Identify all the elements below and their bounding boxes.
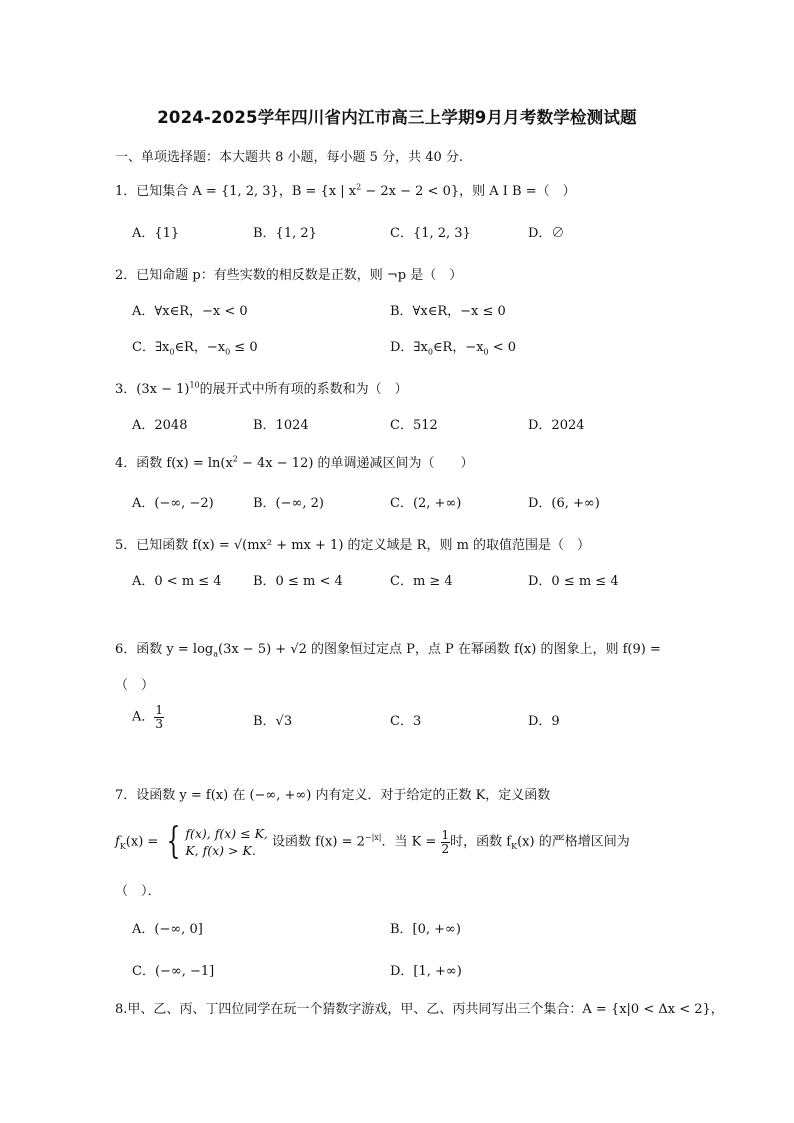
q2-option-b: B．∀x∈R，−x ≤ 0 [390,304,506,319]
q2-d-part: < 0 [488,340,517,355]
q5-option-a: A．0 < m ≤ 4 [132,574,222,589]
q3-stem-part: 3．(3x − 1) [115,382,190,397]
q6-option-b: B．√3 [253,714,293,729]
q7-mid-part: ．当 K = [381,834,437,850]
question-4-stem [115,452,474,471]
q3-option-c: C．512 [390,418,438,433]
q6-answer-blank: （ ） [115,678,155,693]
q6-sub: a [213,649,218,659]
q7-mid-sub: K [511,842,518,852]
question-8-stem: 8.甲、乙、丙、丁四位同学在玩一个猜数字游戏，甲、乙、丙共同写出三个集合：A = {x|0 < Δx < 2}， [115,1002,724,1017]
q7-answer-blank: （ ）． [115,884,161,899]
q4-option-a: A．(−∞, −2) [132,496,214,511]
q6-a-label: A． [132,709,155,725]
q7-mid-part: 设函数 f(x) = 2 [272,834,365,850]
q5-option-c: C．m ≥ 4 [390,574,453,589]
fraction-numerator: 1 [155,703,164,717]
left-brace-icon: { [167,821,181,862]
q7-k-fraction [441,829,451,855]
q4-sup: 2 [232,454,238,464]
q3-option-a: A．2048 [132,418,188,433]
q7-option-b: B．[0, +∞) [390,922,461,937]
q4-stem-part: 4．函数 f(x) = ln(x [115,456,233,471]
q7-mid-part: (x) 的严格增区间为 [517,834,630,850]
q7-option-d: D．[1, +∞) [390,964,462,979]
question-7-stem: 7．设函数 y = f(x) 在 (−∞, +∞) 内有定义．对于给定的正数 K，定义函数 [115,788,551,803]
q6-a-fraction [154,704,164,730]
q1-option-a: A．{1} [132,226,180,241]
question-3-stem [115,378,408,397]
q3-sup: 10 [189,380,200,390]
q7-option-c: C．(−∞, −1] [132,964,215,979]
fraction-denominator: 2 [441,841,450,856]
q4-stem-part: − 4x − 12) 的单调递减区间为（ ） [237,456,474,471]
q7-mid-sup: −|x| [364,833,382,843]
q1-option-d: D．∅ [528,226,565,241]
question-5-stem: 5．已知函数 f(x) = √(mx² + mx + 1) 的定义域是 R，则 m 的取值范围是（ ） [115,538,591,553]
question-1-stem [115,180,576,199]
q1-sup: 2 [356,182,362,192]
q6-option-c: C．3 [390,714,422,729]
q3-stem-part: 的展开式中所有项的系数和为（ ） [199,382,408,397]
q4-option-b: B．(−∞, 2) [253,496,324,511]
question-2-stem: 2．已知命题 p：有些实数的相反数是正数，则 ¬p 是（ ） [115,268,463,283]
q2-c-part: C．∃x [132,340,170,355]
q1-stem-part: − 2x − 2 < 0}，则 A I B =（ ） [361,184,576,199]
page-title: 2024-2025学年四川省内江市高三上学期9月月考数学检测试题 [157,108,637,127]
q6-option-a [132,704,164,730]
q3-option-b: B．1024 [253,418,309,433]
q6-stem-part: 6．函数 y = log [115,642,214,657]
q2-c-part: ∈R，−x [174,340,226,355]
q2-option-a: A．∀x∈R，−x < 0 [132,304,248,319]
q2-option-c [132,336,258,357]
q2-c-sub: 0 [169,347,175,357]
fraction-numerator: 1 [441,827,450,842]
q1-option-b: B．{1, 2} [253,226,317,241]
q7-cases [185,825,268,859]
q2-option-d [390,336,516,357]
q1-stem-part: 1．已知集合 A = {1, 2, 3}，B = {x | x [115,184,357,199]
q7-option-a: A．(−∞, 0] [132,922,203,937]
q1-option-c: C．{1, 2, 3} [390,226,471,241]
q2-d-sub: 0 [427,347,433,357]
q4-option-c: C．(2, +∞) [390,496,462,511]
q4-option-d: D．(6, +∞) [528,496,600,511]
q3-option-d: D．2024 [528,418,585,433]
q7-case-2: K, f(x) > K. [185,843,256,858]
q7-lhs-sub: K [119,842,126,852]
q5-option-b: B．0 ≤ m < 4 [253,574,343,589]
q7-lhs-rest: (x) = [125,834,159,850]
q2-c-sub: 0 [225,347,231,357]
question-6-stem [115,638,661,659]
q2-d-part: ∈R，−x [432,340,484,355]
q7-piecewise-line [115,821,630,862]
q7-case-1: f(x), f(x) ≤ K, [185,826,268,841]
q6-option-d: D．9 [528,714,560,729]
q7-lhs-f: f [115,834,120,850]
section-heading: 一、单项选择题：本大题共 8 小题，每小题 5 分，共 40 分. [115,150,464,165]
q7-mid-part: 时，函数 f [450,834,512,850]
q2-d-part: D．∃x [390,340,428,355]
fraction-denominator: 3 [155,716,164,731]
q2-d-sub: 0 [483,347,489,357]
q2-c-part: ≤ 0 [230,340,258,355]
q6-stem-part: (3x − 5) + √2 的图象恒过定点 P，点 P 在幂函数 f(x) 的图象上，则 f(9) = [218,642,661,657]
q5-option-d: D．0 ≤ m ≤ 4 [528,574,619,589]
